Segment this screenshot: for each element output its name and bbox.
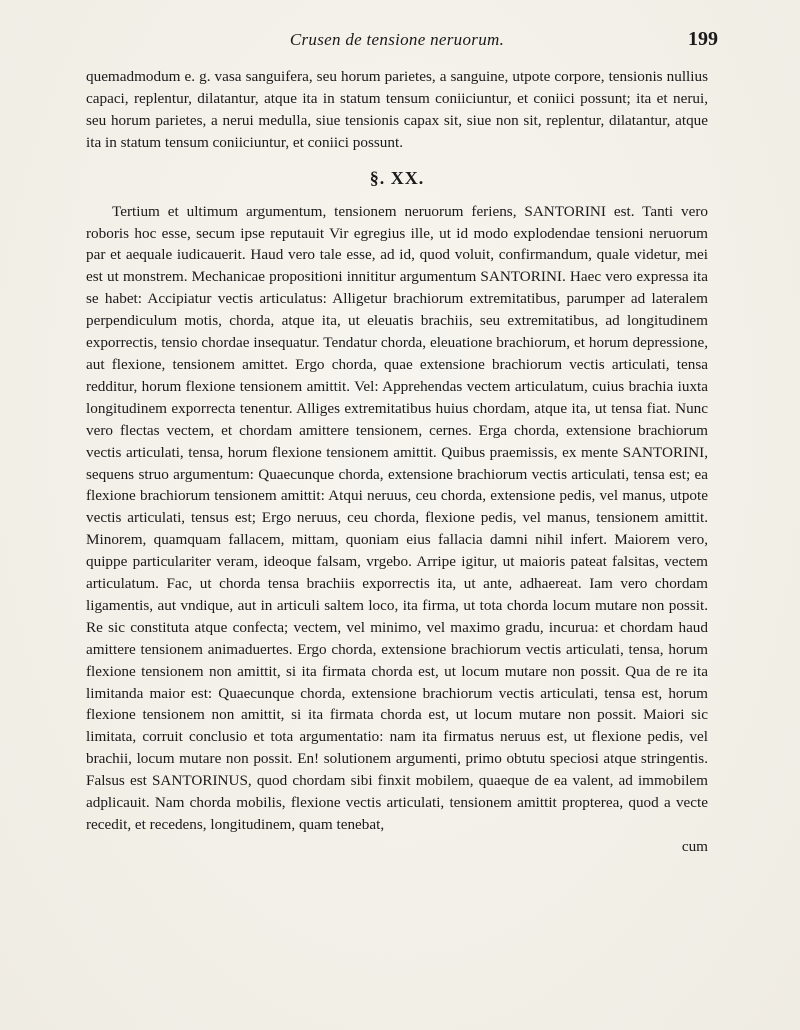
- page-number: 199: [688, 28, 718, 50]
- continuation-paragraph: quemadmodum e. g. vasa sanguifera, seu horum parietes, a sanguine, utpote corpore, tensionis nullius capaci, replentur, dilatantur, atque ita in statum tensum coniiciuntur, et coniici possunt; ita et nerui, seu horum parietes, a nerui medulla, siue tensionis capax sit, siue non sit, replentur, dilatantur, atque ita in statum tensum coniiciuntur, et coniici possunt.: [86, 68, 708, 151]
- section-paragraph: Tertium et ultimum argumentum, tensionem neruorum feriens, SANTORINI est. Tanti vero roboris hoc esse, secum ipse reputauit Vir egregius ille, ut id modo explodendae tensioni neruorum par et aequale iudicauerit. Haud vero tale esse, ad id, quod voluit, confirmandum, quale videtur, mei est ut monstrem. Mechanicae propositioni innititur argumentum SANTORINI. Haec vero expressa ita se habet: Accipiatur vectis articulatus: Alligetur brachiorum extremitatibus, parumper ad lateralem perpendiculum motis, chorda, atque ita, ut eleuatis brachiis, seu extremitatibus, ad longitudinem exporrectis, tensio chordae insequatur. Tendatur chorda, eleuatione brachiorum, et horum depressione, aut flexione, tensionem amittet. Ergo chorda, quae extensione brachiorum vectis articulati, tensa redditur, horum flexione tensionem amittit. Vel: Apprehendas vectem articulatum, cuius brachia iuxta longitudinem exporrecta tenentur. Alliges extremitatibus huius chordam, atque ita, ut tensa fiat. Nunc vero flectas vectem, et chordam amittere tensionem, cernes. Erga chorda, extensione brachiorum vectis articulati, tensa, horum flexione tensionem amittit. Quibus praemissis, ex mente SANTORINI, sequens struo argumentum: Quaecunque chorda, extensione brachiorum vectis articulati, tensa est; ea flexione brachiorum tensionem amittit: Atqui neruus, ceu chorda, extensione pedis, vel manus, utpote vectis articulati, tensus est; Ergo neruus, ceu chorda, flexione pedis, vel manus, tensionem amittit. Minorem, quamquam fallacem, mittam, quoniam eius fallacia damni nihil infert. Maiorem vero, quippe particulariter veram, ideoque falsam, vrgebo. Arripe igitur, ut maioris pateat falsitas, vectem articulatum. Fac, ut chorda tensa brachiis exporrectis ita, ut ante, adhaereat. Iam vero chordam ligamentis, aut vndique, aut in articuli saltem loco, ita firma, ut tota chorda locum mutare non possit. Re sic constituta atque confecta; vectem, vel minimo, vel maximo gradu, incurua: et chordam haud amittere tensionem animaduertes. Ergo chorda, extensione brachiorum vectis articulati, tensa, horum flexione tensionem non amittit, si ita firmata chorda est, ut locum mutare non possit. Qua de re ita limitanda maior est: Quaecunque chorda, extensione brachiorum vectis articulati, tensa est, horum flexione tensionem non amittit, si ita firmata chorda est, ut locum mutare non possit. Maiori sic limitata, corruit conclusio et tota argumentatio: nam ita firmatus neruus est, ut flexione pedis, vel brachii, locum mutare non possit. En! solutionem argumenti, primo obtutu speciosi atque stringentis. Falsus est SANTORINUS, quod chordam sibi finxit mobilem, quaeque de ea valent, ad immobilem adplicauit. Nam chorda mobilis, flexione vectis articulati, tensionem amittit propterea, quod a vecte recedit, et recedens, longitudinem, quam tenebat,: [86, 202, 708, 833]
- running-head: Crusen de tensione neruorum.: [289, 30, 505, 49]
- catchword: cum: [681, 837, 708, 855]
- page-header: [86, 28, 718, 54]
- section-heading: §. XX.: [369, 167, 425, 188]
